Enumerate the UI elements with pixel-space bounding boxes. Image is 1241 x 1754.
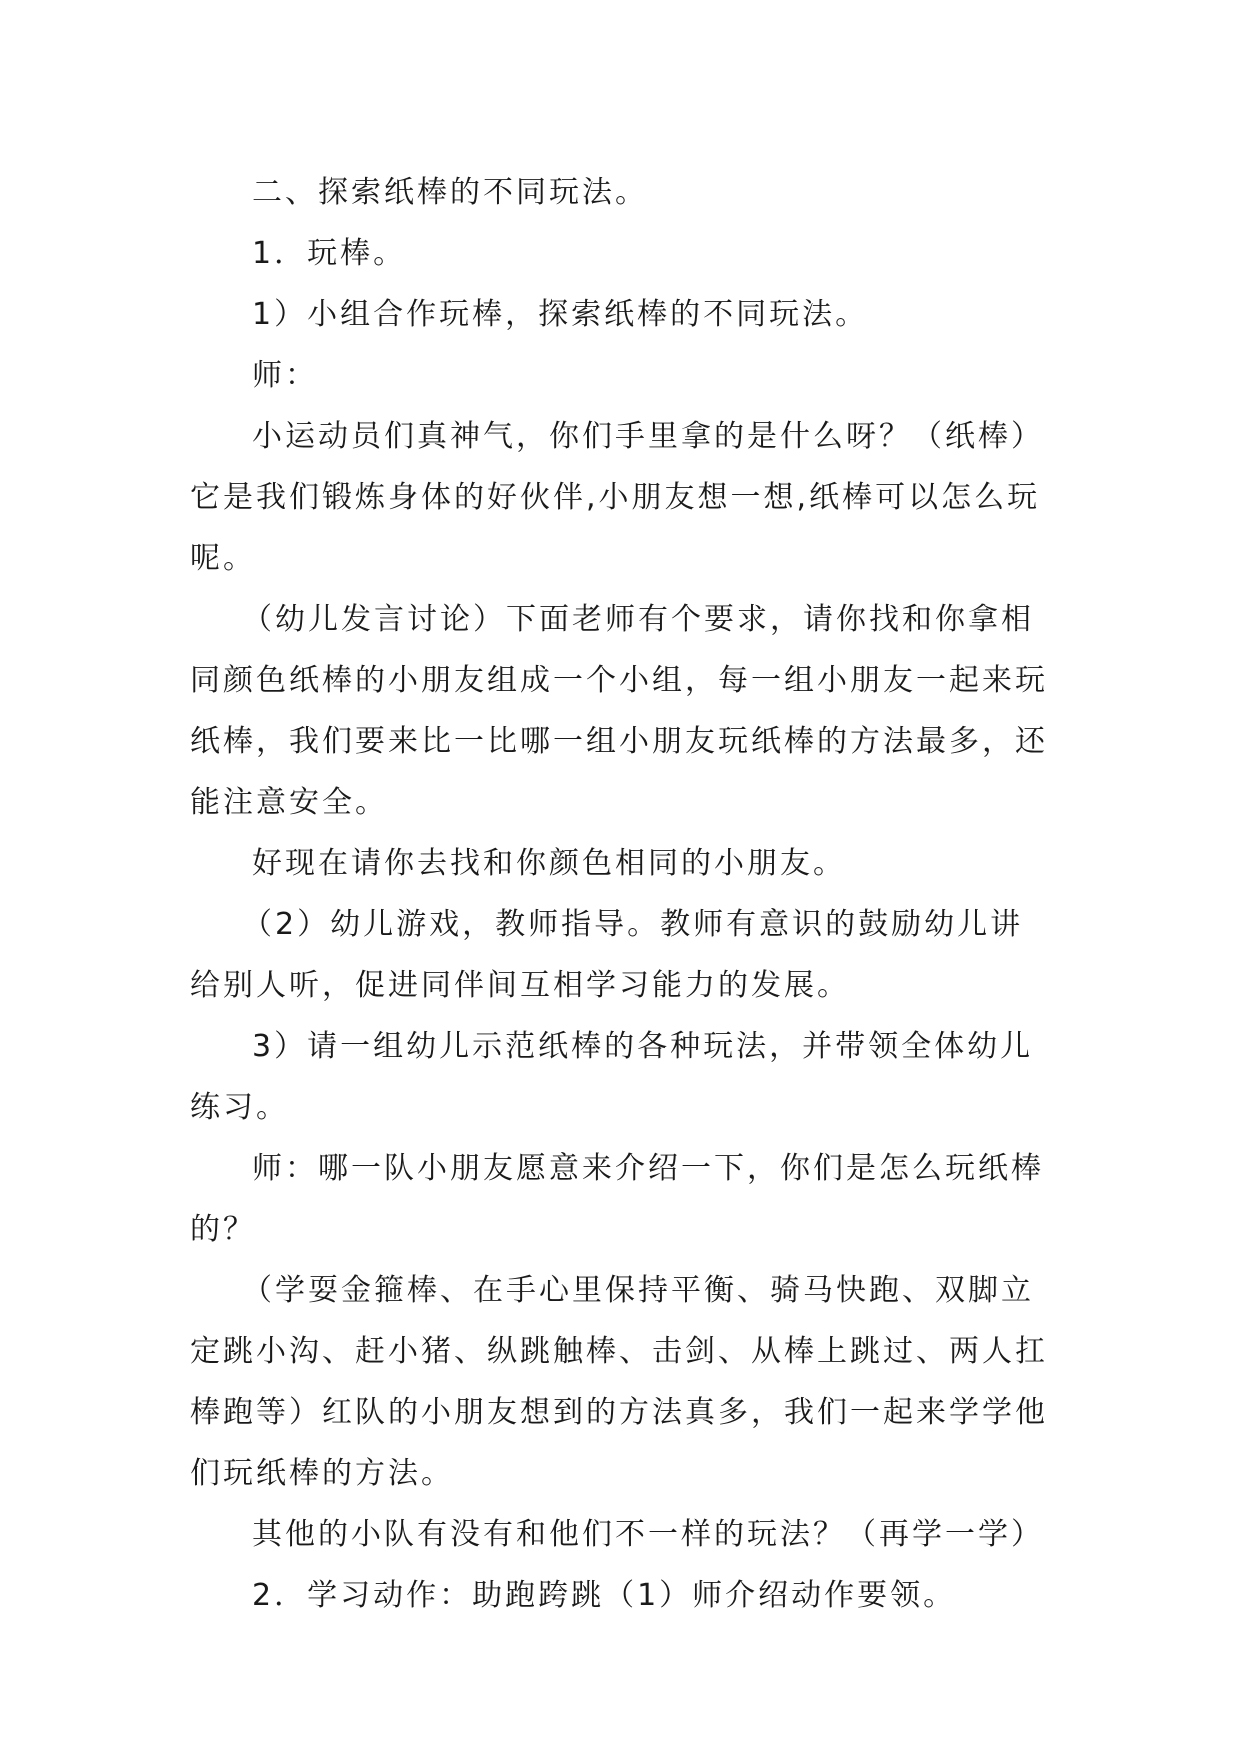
paragraph-section-heading: 二、探索纸棒的不同玩法。 [252, 175, 648, 210]
paragraph-teacher-invite: 师：哪一队小朋友愿意来介绍一下，你们是怎么玩纸棒的？ [190, 1151, 1044, 1247]
paragraph-discussion: （幼儿发言讨论）下面老师有个要求，请你找和你拿相同颜色纸棒的小朋友组成一个小组，每一组小朋友一起来玩纸棒，我们要来比一比哪一组小朋友玩纸棒的方法最多，还能注意安全。 [190, 602, 1048, 820]
paragraph-methods-list: （学耍金箍棒、在手心里保持平衡、骑马快跑、双脚立定跳小沟、赶小猪、纵跳触棒、击剑、从棒上跳过、两人扛棒跑等）红队的小朋友想到的方法真多，我们一起来学学他们玩纸棒的方法。 [190, 1273, 1048, 1491]
paragraph-teacher-question: 小运动员们真神气，你们手里拿的是什么呀？（纸棒）它是我们锻炼身体的好伙伴,小朋友想一想,纸棒可以怎么玩呢。 [190, 419, 1044, 576]
paragraph-substep-3: 3）请一组幼儿示范纸棒的各种玩法，并带领全体幼儿练习。 [190, 1029, 1034, 1125]
paragraph-other-teams: 其他的小队有没有和他们不一样的玩法？（再学一学） [252, 1517, 1044, 1552]
document-body [190, 162, 1050, 1626]
paragraph-teacher-label: 师： [252, 358, 318, 393]
paragraph-substep-1: 1）小组合作玩棒，探索纸棒的不同玩法。 [252, 297, 869, 332]
paragraph-find-partners: 好现在请你去找和你颜色相同的小朋友。 [252, 846, 846, 881]
paragraph-step-1: 1．玩棒。 [252, 236, 407, 271]
paragraph-step-2: 2．学习动作：助跑跨跳（1）师介绍动作要领。 [252, 1578, 957, 1613]
paragraph-substep-2: （2）幼儿游戏，教师指导。教师有意识的鼓励幼儿讲给别人听，促进同伴间互相学习能力的发展。 [190, 907, 1024, 1003]
